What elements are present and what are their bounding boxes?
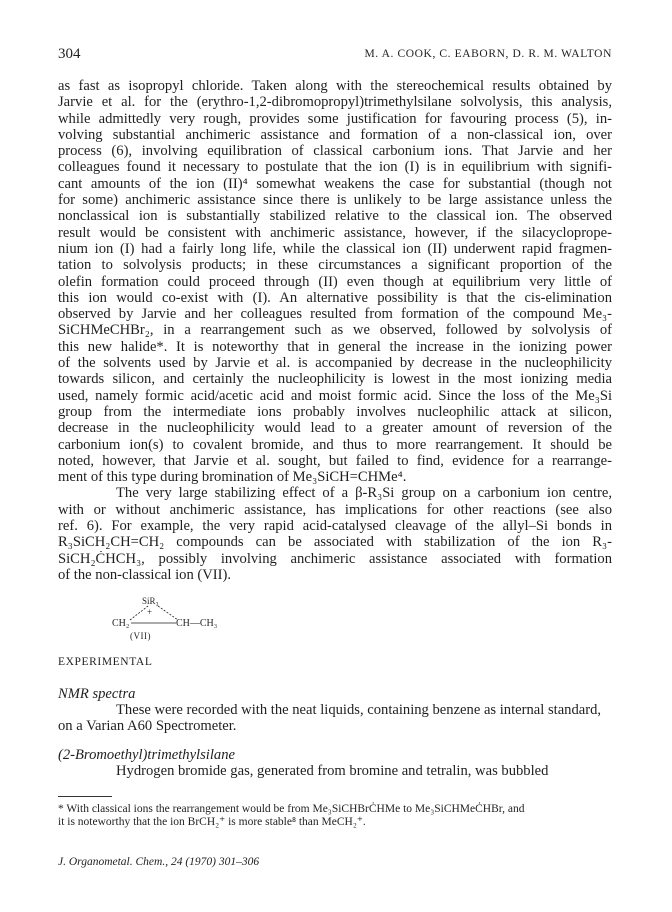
nmr-subheading: NMR spectra bbox=[58, 686, 136, 702]
body-line: nonclassical ion is substantially stabilized relative to the classical ion. The observed bbox=[58, 208, 612, 225]
body-line: nium ion (I) had a fairly long life, while the classical ion (II) underwent rapid fragmen- bbox=[58, 240, 612, 257]
body-line: decrease in the nucleophilicity would lead to a greater amount of reversion of the bbox=[58, 420, 612, 437]
body-text bbox=[58, 78, 612, 583]
body-line: used, namely formic acid/acetic acid and moist formic acid. Since the loss of the Me₃Si bbox=[58, 387, 612, 404]
body-line: colleagues found it necessary to postulate that the ion (I) is in equilibrium with signifi- bbox=[58, 159, 612, 176]
body-line: Jarvie et al. for the (erythro-1,2-dibromopropyl)trimethylsilane solvolysis, this analysis, bbox=[58, 94, 612, 111]
structure-left-group: CH₂ bbox=[112, 618, 130, 629]
body-line: of the solvents used by Jarvie et al. is accompanied by decrease in the nucleophilicity bbox=[58, 355, 612, 372]
body-line: observed by Jarvie and her colleagues resulted from formation of the compound Me₃- bbox=[58, 306, 612, 323]
body-line: group from the intermediate ions probably involves nucleophilic attack at silicon, bbox=[58, 403, 612, 420]
body-line: this ion would co-exist with (I). An alternative possibility is that the cis-elimination bbox=[58, 289, 612, 306]
body-line: of the non-classical ion (VII). bbox=[58, 566, 232, 583]
footnote-rule bbox=[58, 796, 112, 797]
bromo-paragraph: Hydrogen bromide gas, generated from bromine and tetralin, was bubbled bbox=[116, 763, 549, 779]
bromo-subheading: (2-Bromoethyl)trimethylsilane bbox=[58, 747, 235, 763]
structure-right-group: CH—CH₃ bbox=[176, 618, 218, 629]
body-line: olefin formation could proceed through (II) even though at equilibrium very little of bbox=[58, 273, 612, 290]
body-line: R₃SiCH₂CH=CH₂ compounds can be associated with stabilization of the ion R₃- bbox=[58, 534, 612, 551]
body-line: carbonium ion(s) to covalent bromide, and thus to more rearrangement. It should be bbox=[58, 436, 612, 453]
body-line: The very large stabilizing effect of a β-R₃Si group on a carbonium ion centre, bbox=[116, 485, 612, 502]
body-line: this new halide*. It is noteworthy that in general the increase in the ionizing power bbox=[58, 338, 612, 355]
structure-plus-label: + bbox=[147, 607, 153, 617]
body-line: SiCH₂ĊHCH₃, possibly involving anchimeric assistance associated with formation bbox=[58, 550, 612, 567]
journal-citation: J. Organometal. Chem., 24 (1970) 301–306 bbox=[58, 856, 260, 868]
body-line: for some) anchimeric assistance since there is unlikely to be large assistance unless the bbox=[58, 192, 612, 209]
structure-right-bond bbox=[158, 606, 178, 620]
structure-left-bond bbox=[130, 606, 148, 620]
footnote-line: it is noteworthy that the ion BrCH₂⁺ is more stable⁸ than MeCH₂⁺. bbox=[58, 816, 366, 828]
nmr-paragraph: These were recorded with the neat liquids, containing benzene as internal standard, on a Varian A60 Spectrometer. bbox=[58, 702, 602, 735]
body-line: noted, however, that Jarvie et al. sought, but failed to find, evidence for a rearrange- bbox=[58, 452, 612, 469]
page-header bbox=[58, 46, 612, 66]
body-line: cant amounts of the ion (II)⁴ somewhat weakens the case for substantial (though not bbox=[58, 175, 612, 192]
structure-silicon-label: SiR₃ bbox=[142, 596, 159, 606]
body-line: result would be consistent with anchimeric assistance, however, if the silacycloprope- bbox=[58, 224, 612, 241]
structure-label: (VII) bbox=[130, 631, 151, 641]
body-line: process (6), involving equilibration of classical carbonium ions. That Jarvie and her bbox=[58, 143, 612, 160]
experimental-heading: EXPERIMENTAL bbox=[58, 656, 153, 668]
body-line: tation to solvolysis products; in these circumstances a significant proportion of the bbox=[58, 257, 612, 274]
body-line: while admittedly very rough, provides some justification for favouring process (5), in- bbox=[58, 110, 612, 127]
body-line: ment of this type during bromination of Me₃SiCH=CHMe⁴. bbox=[58, 469, 407, 486]
page-number: 304 bbox=[58, 46, 81, 62]
footnote-line: * With classical ions the rearrangement would be from Me₃SiCHBrĊHMe to Me₃SiCHMeĊHBr, and bbox=[58, 803, 525, 815]
footnote bbox=[58, 803, 612, 829]
body-line: SiCHMeCHBr₂, in a rearrangement such as we observed, followed by solvolysis of bbox=[58, 322, 612, 339]
body-line: with or without anchimeric assistance, has implications for other reactions (see also bbox=[58, 501, 612, 518]
body-line: towards silicon, and certainly the nucleophilicity is lowest in the most ionizing media bbox=[58, 371, 612, 388]
body-line: ref. 6). For example, the very rapid acid-catalysed cleavage of the allyl–Si bonds in bbox=[58, 518, 612, 535]
running-head: M. A. COOK, C. EABORN, D. R. M. WALTON bbox=[364, 48, 612, 60]
body-line: as fast as isopropyl chloride. Taken along with the stereochemical results obtained by bbox=[58, 78, 612, 94]
body-line: volving substantial anchimeric assistance and formation of a non-classical ion, over bbox=[58, 126, 612, 143]
